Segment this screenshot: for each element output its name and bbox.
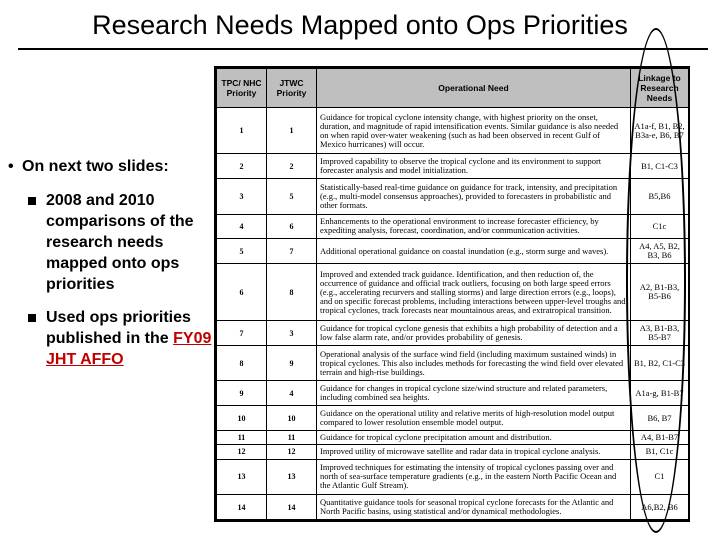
cell-operational-need: Additional operational guidance on coastal inundation (e.g., storm surge and waves). bbox=[317, 239, 631, 264]
cell-linkage: B1, C1-C3 bbox=[631, 154, 689, 179]
cell-linkage: A2, B1-B3, B5-B6 bbox=[631, 264, 689, 321]
bullet-main-text: On next two slides: bbox=[22, 158, 169, 175]
bullet-sub-1 bbox=[28, 190, 213, 295]
cell-jtwc-priority: 6 bbox=[267, 214, 317, 239]
cell-linkage: B1, C1c bbox=[631, 445, 689, 459]
cell-operational-need: Guidance on the operational utility and relative merits of high-resolution model output compared to lower resolution ensemble model output. bbox=[317, 406, 631, 431]
cell-operational-need: Statistically-based real-time guidance on guidance for track, intensity, and precipitation (e.g., multi-model consensus approaches), provided to forecasters in probabilistic and other formats. bbox=[317, 179, 631, 215]
cell-tpc-priority: 5 bbox=[217, 239, 267, 264]
cell-tpc-priority: 1 bbox=[217, 108, 267, 154]
bullet-list bbox=[8, 158, 213, 382]
cell-operational-need: Guidance for tropical cyclone precipitation amount and distribution. bbox=[317, 431, 631, 445]
cell-jtwc-priority: 4 bbox=[267, 381, 317, 406]
cell-tpc-priority: 13 bbox=[217, 459, 267, 495]
cell-tpc-priority: 10 bbox=[217, 406, 267, 431]
cell-linkage: B6, B7 bbox=[631, 406, 689, 431]
cell-operational-need: Guidance for tropical cyclone genesis that exhibits a high probability of detection and a low false alarm rate, and/or provides probability of genesis. bbox=[317, 321, 631, 346]
cell-jtwc-priority: 10 bbox=[267, 406, 317, 431]
table-header-row bbox=[217, 69, 689, 108]
cell-tpc-priority: 9 bbox=[217, 381, 267, 406]
cell-operational-need: Enhancements to the operational environment to increase forecaster efficiency, by expediting analysis, forecast, coordination, and/or communication activities. bbox=[317, 214, 631, 239]
table-row bbox=[217, 445, 689, 459]
affo-link[interactable]: FY09 JHT AFFO bbox=[46, 330, 212, 368]
cell-jtwc-priority: 3 bbox=[267, 321, 317, 346]
cell-linkage: A4, B1-B7 bbox=[631, 431, 689, 445]
table-row bbox=[217, 321, 689, 346]
cell-operational-need: Operational analysis of the surface wind field (including maximum sustained winds) in tropical cyclones. This also includes methods for forecasting the wind field over elevated terrain and high-rise buildings. bbox=[317, 345, 631, 381]
cell-tpc-priority: 11 bbox=[217, 431, 267, 445]
bullet-sub-2-text: Used ops priorities published in the bbox=[46, 309, 191, 347]
cell-jtwc-priority: 9 bbox=[267, 345, 317, 381]
header-operational-need: Operational Need bbox=[317, 69, 631, 108]
bullet-sub-2 bbox=[28, 307, 213, 370]
cell-tpc-priority: 6 bbox=[217, 264, 267, 321]
cell-tpc-priority: 3 bbox=[217, 179, 267, 215]
cell-operational-need: Guidance for changes in tropical cyclone size/wind structure and related parameters, including combined sea heights. bbox=[317, 381, 631, 406]
table-row bbox=[217, 459, 689, 495]
table-row bbox=[217, 495, 689, 520]
header-linkage: Linkage to Research Needs bbox=[631, 69, 689, 108]
title-divider bbox=[18, 48, 708, 50]
cell-jtwc-priority: 12 bbox=[267, 445, 317, 459]
cell-jtwc-priority: 8 bbox=[267, 264, 317, 321]
cell-tpc-priority: 7 bbox=[217, 321, 267, 346]
cell-linkage: A6,B2, B6 bbox=[631, 495, 689, 520]
table-row bbox=[217, 179, 689, 215]
cell-operational-need: Improved techniques for estimating the intensity of tropical cyclones passing over and north of sea-surface temperature gradients (e.g., in the eastern North Pacific Ocean and the Atlantic Gulf Stream). bbox=[317, 459, 631, 495]
cell-operational-need: Improved capability to observe the tropical cyclone and its environment to support forecaster analysis and model initialization. bbox=[317, 154, 631, 179]
table-row bbox=[217, 345, 689, 381]
bullet-sub-1-text: 2008 and 2010 comparisons of the research needs mapped onto ops priorities bbox=[46, 192, 194, 293]
cell-tpc-priority: 8 bbox=[217, 345, 267, 381]
header-tpc-priority: TPC/ NHC Priority bbox=[217, 69, 267, 108]
cell-linkage: A4, A5, B2, B3, B6 bbox=[631, 239, 689, 264]
square-bullet-icon bbox=[28, 314, 36, 322]
table-row bbox=[217, 154, 689, 179]
table-row bbox=[217, 214, 689, 239]
cell-linkage: B5,B6 bbox=[631, 179, 689, 215]
table-row bbox=[217, 108, 689, 154]
header-jtwc-priority: JTWC Priority bbox=[267, 69, 317, 108]
cell-linkage: C1 bbox=[631, 459, 689, 495]
cell-linkage: B1, B2, C1-C3 bbox=[631, 345, 689, 381]
cell-operational-need: Improved and extended track guidance. Identification, and then reduction of, the occurrence of guidance and official track outliers, focusing on both large speed errors (e.g., accelerating recurvers and stalling storms) and large direction errors (e.g., loops), and on specific forecast problems, including interactions between upper-level troughs and tropical cyclones, track forecasts near mountainous areas, and extratropical transition. bbox=[317, 264, 631, 321]
table-row bbox=[217, 239, 689, 264]
table-row bbox=[217, 264, 689, 321]
bullet-dot-icon: • bbox=[8, 158, 14, 175]
bullet-main bbox=[8, 158, 213, 176]
table-row bbox=[217, 406, 689, 431]
priorities-table bbox=[216, 68, 689, 520]
cell-jtwc-priority: 13 bbox=[267, 459, 317, 495]
cell-operational-need: Guidance for tropical cyclone intensity change, with highest priority on the onset, duration, and magnitude of rapid intensification events. Similar guidance is also needed on when rapid over-water weakening (such as had been observed in recent Gulf of Mexico hurricanes) will occur. bbox=[317, 108, 631, 154]
cell-linkage: A1a-g, B1-B7 bbox=[631, 381, 689, 406]
cell-jtwc-priority: 7 bbox=[267, 239, 317, 264]
cell-operational-need: Quantitative guidance tools for seasonal tropical cyclone forecasts for the Atlantic and North Pacific basins, using statistical and/or dynamical methodologies. bbox=[317, 495, 631, 520]
cell-tpc-priority: 12 bbox=[217, 445, 267, 459]
slide-title: Research Needs Mapped onto Ops Priorities bbox=[92, 10, 628, 40]
cell-jtwc-priority: 5 bbox=[267, 179, 317, 215]
cell-linkage: A1a-f, B1, B2, B3a-e, B6, B7 bbox=[631, 108, 689, 154]
cell-linkage: A3, B1-B3, B5-B7 bbox=[631, 321, 689, 346]
table-row bbox=[217, 431, 689, 445]
cell-tpc-priority: 14 bbox=[217, 495, 267, 520]
cell-jtwc-priority: 14 bbox=[267, 495, 317, 520]
cell-tpc-priority: 4 bbox=[217, 214, 267, 239]
cell-jtwc-priority: 2 bbox=[267, 154, 317, 179]
priorities-table-image bbox=[214, 66, 690, 522]
table-row bbox=[217, 381, 689, 406]
cell-jtwc-priority: 11 bbox=[267, 431, 317, 445]
square-bullet-icon bbox=[28, 197, 36, 205]
cell-jtwc-priority: 1 bbox=[267, 108, 317, 154]
cell-tpc-priority: 2 bbox=[217, 154, 267, 179]
cell-operational-need: Improved utility of microwave satellite and radar data in tropical cyclone analysis. bbox=[317, 445, 631, 459]
cell-linkage: C1c bbox=[631, 214, 689, 239]
